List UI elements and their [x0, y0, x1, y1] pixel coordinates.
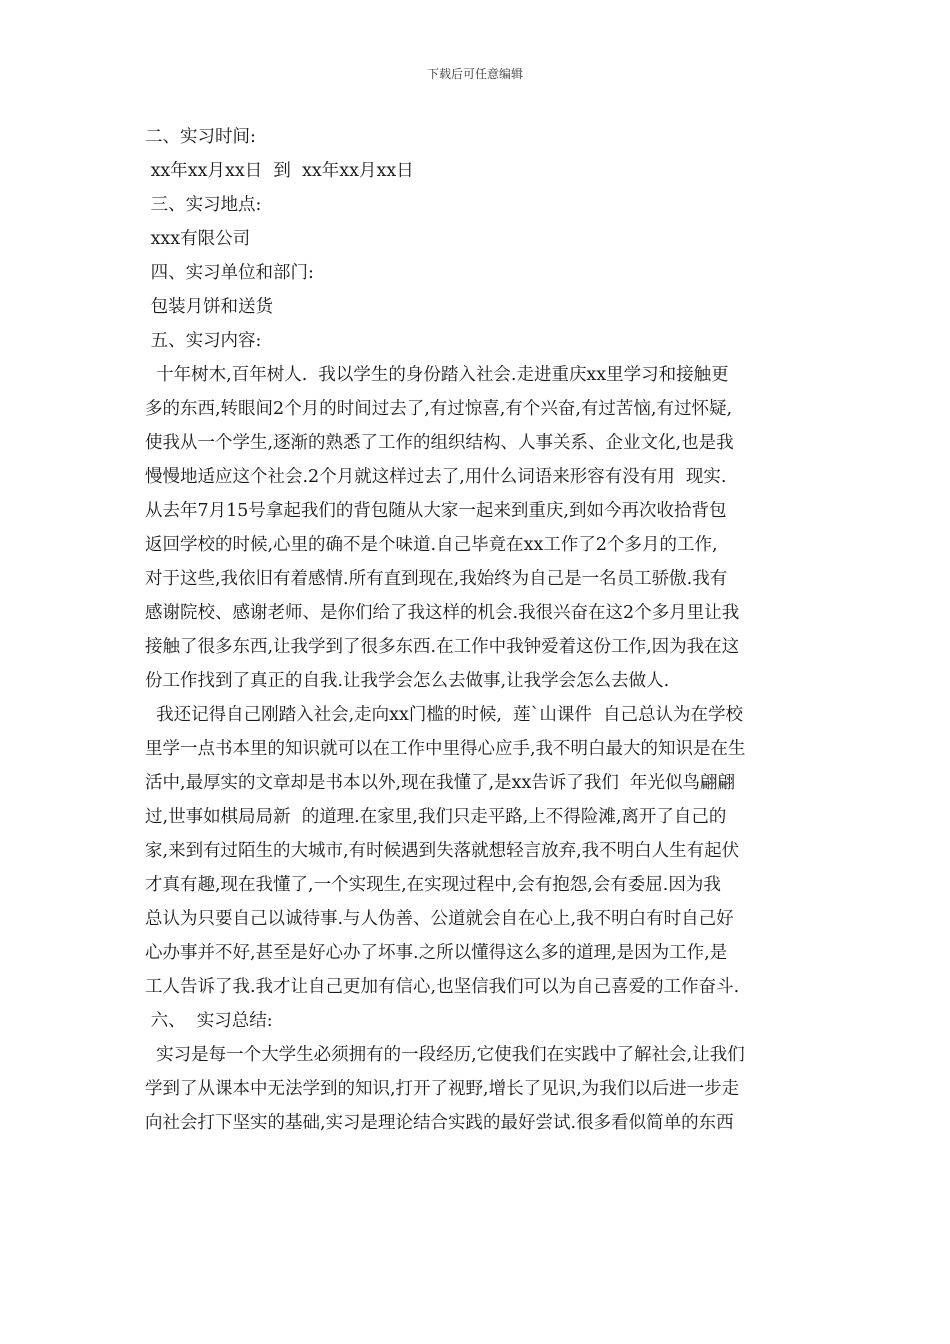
heading-internship-summary: 六、 实习总结:: [145, 1011, 273, 1031]
body-text-line: 实习是每一个大学生必须拥有的一段经历,它使我们在实践中了解社会,让我们: [145, 1045, 745, 1065]
body-text-line: 使我从一个学生,逐渐的熟悉了工作的组织结构、人事关系、企业文化,也是我: [145, 433, 734, 453]
heading-internship-unit: 四、实习单位和部门:: [145, 263, 314, 283]
body-text-line: 十年树木,百年树人. 我以学生的身份踏入社会.走进重庆xx里学习和接触更: [145, 365, 729, 385]
body-text-line: 多的东西,转眼间2个月的时间过去了,有过惊喜,有个兴奋,有过苦恼,有过怀疑,: [145, 399, 733, 419]
body-text-line: 活中,最厚实的文章却是书本以外,现在我懂了,是xx告诉了我们 年光似鸟翩翩: [145, 773, 736, 793]
heading-internship-content: 五、实习内容:: [145, 331, 262, 351]
body-text-line: 里学一点书本里的知识就可以在工作中里得心应手,我不明白最大的知识是在生: [145, 739, 746, 759]
body-text-line: 返回学校的时候,心里的确不是个味道.自己毕竟在xx工作了2个多月的工作,: [145, 535, 718, 555]
body-text-line: 感谢院校、感谢老师、是你们给了我这样的机会.我很兴奋在这2个多月里让我: [145, 603, 740, 623]
body-text-line: 我还记得自己刚踏入社会,走向xx门槛的时候, 莲`山课件 自己总认为在学校: [145, 705, 743, 725]
body-text-line: 总认为只要自己以诚待事.与人伪善、公道就会自在心上,我不明白有时自己好: [145, 909, 734, 929]
body-text-line: 份工作找到了真正的自我.让我学会怎么去做事,让我学会怎么去做人.: [145, 671, 670, 691]
body-text-line: 过,世事如棋局局新 的道理.在家里,我们只走平路,上不得险滩,离开了自己的: [145, 807, 727, 827]
heading-internship-time: 二、实习时间:: [145, 127, 256, 147]
internship-unit-value: 包装月饼和送货: [145, 297, 274, 317]
body-text-line: 向社会打下坚实的基础,实习是理论结合实践的最好尝试.很多看似简单的东西: [145, 1113, 734, 1133]
body-text-line: 慢慢地适应这个社会.2个月就这样过去了,用什么词语来形容有没有用 现实.: [145, 467, 727, 487]
body-text-line: 才真有趣,现在我懂了,一个实现生,在实现过程中,会有抱怨,会有委屈.因为我: [145, 875, 721, 895]
internship-place-value: xxx有限公司: [145, 229, 251, 249]
body-text-line: 学到了从课本中无法学到的知识,打开了视野,增长了见识,为我们以后进一步走: [145, 1079, 740, 1099]
internship-time-value: xx年xx月xx日 到 xx年xx月xx日: [145, 161, 414, 181]
body-text-line: 对于这些,我依旧有着感情.所有直到现在,我始终为自己是一名员工骄傲.我有: [145, 569, 728, 589]
body-text-line: 接触了很多东西,让我学到了很多东西.在工作中我钟爱着这份工作,因为我在这: [145, 637, 740, 657]
body-text-line: 从去年7月15号拿起我们的背包随从大家一起来到重庆,到如今再次收拾背包: [145, 501, 727, 521]
body-text-line: 心办事并不好,甚至是好心办了坏事.之所以懂得这么多的道理,是因为工作,是: [145, 943, 728, 963]
page-header: 下载后可任意编辑: [426, 67, 523, 81]
document-body: [145, 120, 815, 1140]
body-text-line: 工人告诉了我.我才让自己更加有信心,也坚信我们可以为自己喜爱的工作奋斗.: [145, 977, 740, 997]
body-text-line: 家,来到有过陌生的大城市,有时候遇到失落就想轻言放弃,我不明白人生有起伏: [145, 841, 740, 861]
heading-internship-place: 三、实习地点:: [145, 195, 262, 215]
